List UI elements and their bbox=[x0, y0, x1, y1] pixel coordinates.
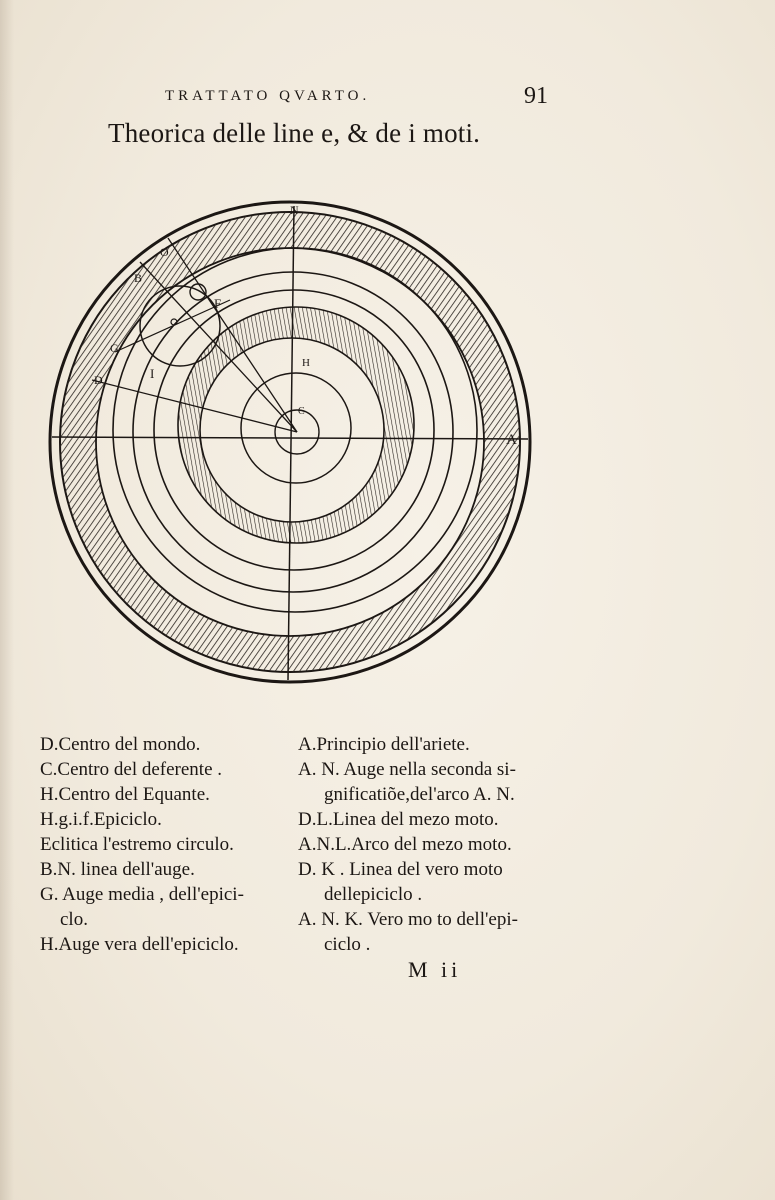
legend-item: D.L.Linea del mezo moto. bbox=[298, 809, 499, 830]
legend-item: H.Centro del Equante. bbox=[40, 784, 210, 805]
legend-item: G. Auge media , dell'epici- bbox=[40, 884, 244, 905]
legend-item: Eclitica l'estremo circulo. bbox=[40, 834, 234, 855]
legend-item: B.N. linea dell'auge. bbox=[40, 859, 195, 880]
legend-item: H.g.i.f.Epiciclo. bbox=[40, 809, 162, 830]
legend-right bbox=[298, 732, 558, 957]
label-o: O bbox=[160, 245, 169, 259]
legend-item: A. N. K. Vero mo to dell'epi- bbox=[298, 909, 518, 930]
label-g: G bbox=[110, 341, 119, 355]
legend-item: A. N. Auge nella seconda si- bbox=[298, 759, 516, 780]
legend-item: clo. bbox=[60, 909, 88, 930]
label-a: A bbox=[506, 432, 517, 448]
label-i: I bbox=[150, 366, 155, 381]
legend-item: ciclo . bbox=[324, 934, 371, 955]
legend-item: A.Principio dell'ariete. bbox=[298, 734, 470, 755]
label-h: H bbox=[302, 357, 310, 369]
legend-item: gnificatiõe,del'arco A. N. bbox=[324, 784, 515, 805]
legend-item: C.Centro del deferente . bbox=[40, 759, 223, 780]
label-b: B bbox=[134, 271, 143, 285]
signature-mark: M ii bbox=[408, 957, 462, 982]
legend-item: A.N.L.Arco del mezo moto. bbox=[298, 834, 512, 855]
legend-item: dellepiciclo . bbox=[324, 884, 423, 905]
label-n: N bbox=[290, 203, 299, 217]
label-c: C bbox=[298, 406, 305, 417]
legend-item: D. K . Linea del vero moto bbox=[298, 859, 503, 880]
legend-item: H.Auge vera dell'epiciclo. bbox=[40, 934, 239, 955]
legend-left bbox=[40, 732, 290, 957]
label-f: F bbox=[214, 296, 222, 311]
legend-item: D.Centro del mondo. bbox=[40, 734, 201, 755]
label-d: D bbox=[94, 373, 103, 387]
